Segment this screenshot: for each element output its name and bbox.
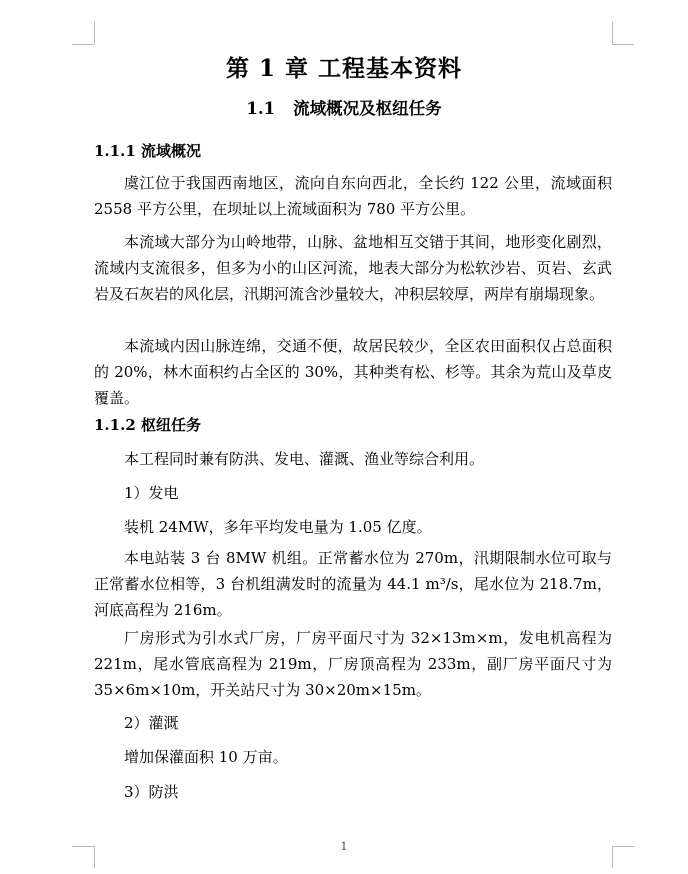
paragraph-land-use: 本流域内因山脉连绵，交通不便，故居民较少，全区农田面积仅占总面积的 20%，林木面积约占全区的 30%，其种类有松、杉等。其余为荒山及草皮覆盖。 (94, 337, 612, 407)
crop-mark-top-left-h (72, 44, 94, 45)
crop-mark-top-left-v (94, 22, 95, 44)
paragraph-basin-location: 虞江位于我国西南地区，流向自东向西北，全长约 122 公里，流域面积 2558 平方公里，在坝址以上流域面积为 780 平方公里。 (94, 174, 612, 218)
list-item-irrigation: 2）灌溉 (124, 714, 179, 732)
paragraph-powerhouse: 厂房形式为引水式厂房，厂房平面尺寸为 32×13m×m，发电机高程为 221m，尾水管底高程为 219m，厂房顶高程为 233m，副厂房平面尺寸为 35×6m×10m，开关站尺寸为 30×20m×15m。 (94, 629, 612, 699)
paragraph-capacity: 装机 24MW，多年平均发电量为 1.05 亿度。 (124, 518, 432, 536)
chapter-title: 第 1 章 工程基本资料 (225, 55, 463, 82)
list-item-power: 1）发电 (124, 484, 179, 502)
paragraph-terrain: 本流域大部分为山岭地带，山脉、盆地相互交错于其间，地形变化剧烈，流域内支流很多，但多为小的山区河流，地表大部分为松软沙岩、页岩、玄武岩及石灰岩的风化层，汛期河流含沙量较大，冲积层较厚，两岸有崩塌现象。 (94, 233, 612, 303)
section-title (0, 95, 688, 119)
section-number: 1.1 (246, 99, 276, 118)
paragraph-units: 本电站装 3 台 8MW 机组。正常蓄水位为 270m，汛期限制水位可取与正常蓄水位相等，3 台机组满发时的流量为 44.1 m³/s，尾水位为 218.7m，河底高程为 216m。 (94, 549, 612, 619)
page-number: 1 (340, 840, 348, 853)
list-item-flood-control: 3）防洪 (124, 783, 179, 801)
paragraph-project-purpose: 本工程同时兼有防洪、发电、灌溉、渔业等综合利用。 (124, 450, 485, 468)
crop-mark-top-right-v (612, 22, 613, 44)
subsection-heading-1: 1.1.1 流域概况 (94, 142, 201, 160)
section-heading: 流域概况及枢纽任务 (293, 99, 442, 118)
crop-mark-top-right-h (612, 44, 634, 45)
subsection-heading-2: 1.1.2 枢纽任务 (94, 416, 201, 434)
paragraph-irrigation-area: 增加保灌面积 10 万亩。 (124, 748, 288, 766)
